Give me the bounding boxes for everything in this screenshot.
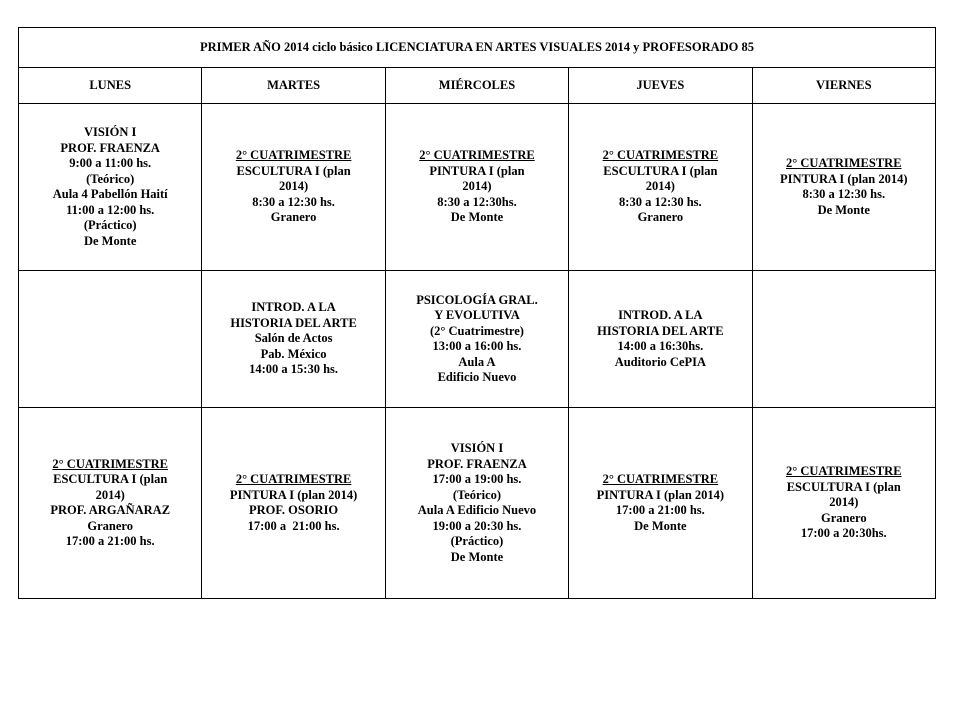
cell-line: 17:00 a 21:00 hs. [615, 503, 705, 517]
cell-line: Y EVOLUTIVA [434, 308, 520, 322]
schedule-cell [752, 408, 935, 599]
cell-line: Edificio Nuevo [437, 370, 517, 384]
cell-line: 2014) [95, 487, 125, 502]
cell-line: 14:00 a 15:30 hs. [249, 362, 339, 377]
cell-line: Granero [270, 210, 317, 225]
cell-line: 17:00 a 19:00 hs. [432, 472, 522, 486]
cell-line: ESCULTURA I (plan [786, 479, 901, 494]
cell-line: INTROD. A LA [618, 308, 703, 322]
cell-line: PINTURA I (plan 2014) [596, 487, 725, 502]
cell-line: (2° Cuatrimestre) [429, 323, 524, 338]
cell-line: PROF. ARGAÑARAZ [50, 503, 171, 517]
cell-line: De Monte [450, 210, 504, 225]
cell-line: PINTURA I (plan 2014) [780, 171, 908, 186]
cell-line: 2° CUATRIMESTRE [786, 156, 902, 170]
schedule-cell [19, 271, 202, 408]
cell-line: ESCULTURA I (plan [53, 472, 168, 486]
day-header-miercoles: MIÉRCOLES [385, 68, 568, 104]
cell-line: (Teórico) [86, 171, 135, 186]
cell-line: 17:00 a 21:00 hs. [65, 534, 155, 548]
cell-line: 2014) [829, 495, 859, 510]
cell-line: 8:30 a 12:30 hs. [802, 187, 886, 201]
cell-line: ESCULTURA I (plan [236, 163, 351, 178]
cell-line: 2° CUATRIMESTRE [419, 148, 535, 163]
cell-line: INTROD. A LA [251, 300, 336, 315]
cell-line: PSICOLOGÍA GRAL. [416, 292, 538, 307]
schedule-cell [202, 408, 385, 599]
schedule-table [18, 27, 936, 599]
day-header-jueves: JUEVES [569, 68, 752, 104]
cell-line: 19:00 a 20:30 hs. [432, 518, 522, 533]
cell-line: PINTURA I (plan 2014) [229, 487, 358, 502]
schedule-cell [385, 408, 568, 599]
cell-line: De Monte [634, 518, 687, 533]
cell-line: 2° CUATRIMESTRE [602, 148, 719, 163]
cell-line: 2° CUATRIMESTRE [235, 472, 352, 486]
schedule-title: PRIMER AÑO 2014 ciclo básico LICENCIATURA EN ARTES VISUALES 2014 y PROFESORADO 85 [19, 28, 936, 68]
cell-line: 8:30 a 12:30hs. [437, 194, 517, 209]
cell-line: (Práctico) [450, 534, 504, 548]
cell-line: De Monte [817, 202, 870, 217]
cell-line: 17:00 a 21:00 hs. [247, 518, 340, 533]
cell-line: 2° CUATRIMESTRE [235, 148, 352, 163]
cell-line: 2° CUATRIMESTRE [52, 456, 168, 471]
cell-line: Auditorio CePIA [614, 354, 707, 369]
days-header-row [19, 68, 936, 104]
cell-line: De Monte [83, 233, 137, 248]
day-header-martes: MARTES [202, 68, 385, 104]
schedule-cell [19, 104, 202, 271]
cell-line: Salón de Actos [254, 331, 333, 346]
cell-line: 2014) [645, 179, 675, 194]
cell-line: VISIÓN I [83, 125, 137, 139]
cell-line: 13:00 a 16:00 hs. [432, 339, 522, 353]
cell-line: Granero [637, 210, 684, 225]
cell-line: Aula A Edificio Nuevo [417, 503, 537, 517]
schedule-cell [569, 271, 752, 408]
schedule-cell [202, 104, 385, 271]
cell-line: Aula A [458, 354, 496, 369]
cell-line: PROF. FRAENZA [60, 140, 160, 155]
day-header-viernes: VIERNES [752, 68, 935, 104]
cell-line: Granero [820, 510, 867, 525]
schedule-cell [385, 104, 568, 271]
schedule-cell [202, 271, 385, 408]
cell-line: 17:00 a 20:30hs. [800, 526, 887, 541]
cell-line: 8:30 a 12:30 hs. [619, 194, 702, 209]
schedule-row-evening [19, 408, 936, 599]
schedule-row-morning [19, 104, 936, 271]
cell-line: ESCULTURA I (plan [603, 163, 718, 178]
schedule-cell [752, 104, 935, 271]
cell-line: HISTORIA DEL ARTE [230, 315, 357, 330]
cell-line: 2° CUATRIMESTRE [786, 464, 902, 479]
cell-line: PINTURA I (plan [429, 163, 525, 178]
cell-line: De Monte [450, 549, 504, 564]
cell-line: 14:00 a 16:30hs. [617, 339, 704, 353]
cell-line: 2014) [462, 179, 492, 194]
cell-line: PROF. OSORIO [249, 503, 339, 517]
cell-line: Pab. México [260, 346, 327, 361]
schedule-cell [19, 408, 202, 599]
schedule-cell [569, 408, 752, 599]
cell-line: 2° CUATRIMESTRE [602, 472, 719, 486]
cell-line: PROF. FRAENZA [427, 456, 527, 471]
cell-line: 2014) [279, 179, 309, 194]
schedule-cell [569, 104, 752, 271]
title-row [19, 28, 936, 68]
day-header-lunes: LUNES [19, 68, 202, 104]
cell-line: HISTORIA DEL ARTE [597, 323, 724, 338]
cell-line: 8:30 a 12:30 hs. [252, 194, 335, 209]
schedule-cell [752, 271, 935, 408]
schedule-cell [385, 271, 568, 408]
cell-line: (Teórico) [452, 487, 502, 502]
cell-line: VISIÓN I [450, 441, 504, 455]
cell-line: (Práctico) [83, 218, 137, 232]
cell-line: 11:00 a 12:00 hs. [66, 202, 155, 217]
schedule-row-afternoon [19, 271, 936, 408]
cell-line: Granero [87, 518, 133, 533]
cell-line: Aula 4 Pabellón Haití [52, 187, 168, 201]
cell-line: 9:00 a 11:00 hs. [69, 156, 152, 170]
